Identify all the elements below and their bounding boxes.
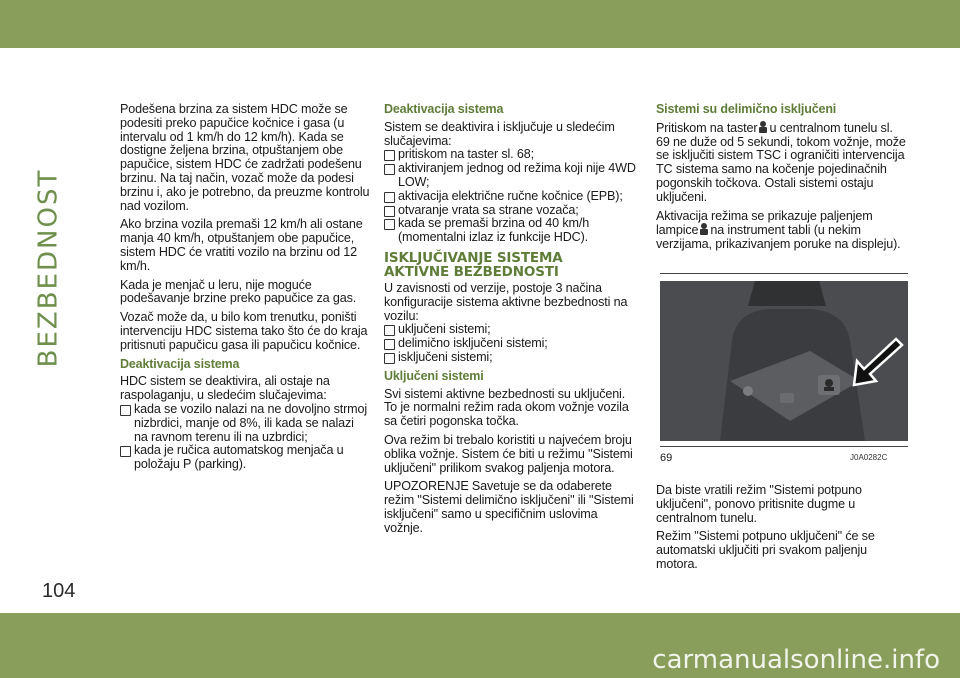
section-heading: Sistemi su delimično isključeni (656, 102, 837, 116)
list-item (120, 403, 370, 444)
paragraph (656, 121, 908, 205)
checkbox-bullet-icon (120, 405, 131, 416)
paragraph: Da biste vratili režim "Sistemi potpuno uključeni", ponovo pritisnite dugme u centralnom tunelu. (656, 483, 862, 525)
list-item (384, 204, 636, 218)
column-3-continued (656, 484, 908, 577)
paragraph-text: u centralnom tunelu sl. 69 ne duže od 5 sekundi, tokom vožnje, može se isključiti sistem TSC i ograničiti intervencija TC sistema samo na kočenje pojedinačnih pogonskih točkova. Ostali sistemi ostaju uključeni. (656, 120, 906, 204)
list-item-text: uključeni sistemi; (398, 322, 491, 337)
list-item-text: kada se vozilo nalazi na ne dovoljno strmoj nizbrdici, manje od 8%, ili kada se nalazi na ravnom terenu ili na uzbrdici; (134, 401, 367, 444)
paragraph: UPOZORENJE Savetuje se da odaberete režim "Sistemi delimično isključeni" ili "Sistemi isključeni" samo u specifičnim uslovima vožnje. (384, 479, 634, 535)
section-heading: Deaktivacija sistema (120, 356, 240, 371)
column-1 (120, 103, 370, 472)
figure-code: J0A0282C (850, 453, 888, 462)
checkbox-bullet-icon (120, 446, 131, 457)
side-section-label-text: BEZBEDNOST (33, 168, 64, 368)
paragraph-text: na instrument tabli (u nekim verzijama, prikazivanjem poruke na displeju). (656, 223, 901, 252)
checkbox-bullet-icon (384, 353, 395, 364)
checkbox-bullet-icon (384, 325, 395, 336)
checkbox-bullet-icon (384, 192, 395, 203)
paragraph-text: Pritiskom na taster (656, 120, 758, 135)
paragraph: Sistem se deaktivira i isključuje u sledećim slučajevima: (384, 119, 615, 148)
list-item (384, 351, 636, 365)
list-item-text: kada je ručica automatskog menjača u položaju P (parking). (134, 443, 344, 472)
side-section-label (28, 168, 68, 368)
figure-center-tunnel-buttons (660, 281, 908, 441)
figure-number: 69 (660, 452, 673, 464)
paragraph: Podešena brzina za sistem HDC može se podesiti preko papučice kočnice i gasa (u intervalu od 1 km/h do 12 km/h). Kada se dostigne željena brzina, otpuštanjem obe papučice, sistem HDC će zadržati podešenu brzinu. Na taj način, vozač može da podesi brzinu i, ako je potrebno, da preuzme kontrolu nad vozilom. (120, 102, 370, 213)
list-item-text: kada se premaši brzina od 40 km/h (momentalni izlaz iz funkcije HDC). (398, 216, 590, 245)
paragraph: Ova režim bi trebalo koristiti u najvećem broju oblika vožnje. Sistem će biti u režimu "Sistemi uključeni" prilikom svakog paljenja motora. (384, 432, 633, 475)
chapter-title-line: AKTIVNE BEZBEDNOSTI (384, 263, 559, 280)
list-item (384, 162, 636, 190)
checkbox-bullet-icon (384, 206, 395, 217)
section-heading: Uključeni sistemi (384, 368, 484, 383)
esc-off-icon (700, 223, 708, 235)
paragraph: HDC sistem se deaktivira, ali ostaje na raspolaganju, u sledećim slučajevima: (120, 374, 330, 403)
paragraph-text: Aktivacija režima se prikazuje paljenjem lampice (656, 208, 873, 238)
paragraph: Svi sistemi aktivne bezbednosti su uključeni. To je normalni režim rada okom vožnje vozila sa četiri pogonska točka. (384, 386, 629, 429)
paragraph: Režim "Sistemi potpuno uključeni" će se automatski uključiti pri svakom paljenju motora. (656, 529, 875, 571)
esc-off-icon (759, 121, 767, 133)
figure-bottom-divider (660, 446, 908, 447)
top-band (0, 0, 960, 48)
paragraph: Ako brzina vozila premaši 12 km/h ali ostane manja 40 km/h, otpuštanjem obe papučice, sistem HDC će vratiti vozilo na brzinu od 12 km/h. (120, 217, 363, 273)
list-item-text: aktivacija električne ručne kočnice (EPB); (398, 188, 623, 203)
list-item-text: isključeni sistemi; (398, 349, 493, 364)
list-item-text: aktiviranjem jednog od režima koji nije 4WD LOW; (398, 161, 636, 189)
paragraph: U zavisnosti od verzije, postoje 3 načina konfiguracije sistema aktivne bezbednosti na vozilu: (384, 280, 628, 323)
list-item (384, 190, 636, 204)
list-item (384, 323, 636, 337)
list-item-text: delimično isključeni sistemi; (398, 336, 548, 351)
list-item-text: otvaranje vrata sa strane vozača; (398, 202, 579, 217)
page-number: 104 (42, 580, 76, 602)
checkbox-bullet-icon (384, 219, 395, 230)
watermark: carmanualsonline.info (652, 645, 940, 675)
checkbox-bullet-icon (384, 164, 395, 175)
paragraph: Vozač može da, u bilo kom trenutku, poništi intervenciju HDC sistema tako što će do kraja pritisnuti papučicu gasa ili papučicu kočnice. (120, 310, 368, 352)
section-heading: Deaktivacija sistema (384, 102, 504, 116)
paragraph (656, 210, 908, 252)
figure-top-divider (660, 273, 908, 274)
list-item (384, 217, 636, 245)
paragraph: Kada je menjač u leru, nije moguće podešavanje brzine preko papučice za gas. (120, 277, 357, 306)
chapter-title (384, 251, 636, 279)
list-item (384, 148, 636, 162)
column-3 (656, 103, 908, 257)
list-item-text: pritiskom na taster sl. 68; (398, 147, 534, 162)
checkbox-bullet-icon (384, 150, 395, 161)
list-item (120, 444, 370, 472)
checkbox-bullet-icon (384, 339, 395, 350)
chapter-title-line: ISKLJUČIVANJE SISTEMA (384, 249, 563, 266)
figure-illustration (660, 281, 908, 441)
list-item (384, 337, 636, 351)
column-2 (384, 103, 636, 541)
